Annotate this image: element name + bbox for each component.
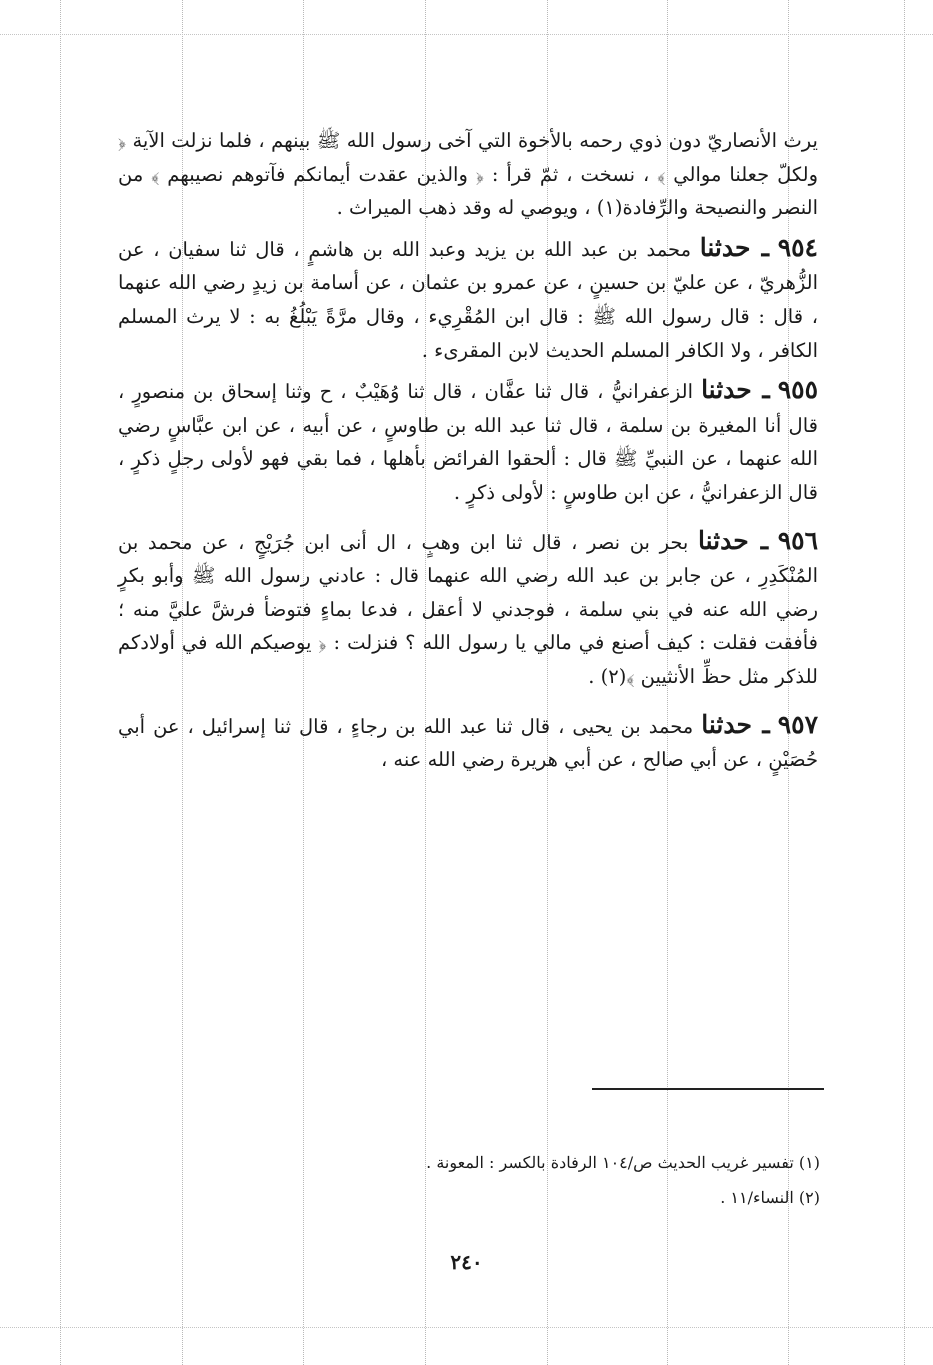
- hadith-text: محمد بن عبد الله بن يزيد وعبد الله بن هاشمٍ ، قال ثنا سفيان ، عن الزُّهريّ ، عن عليّ بن حسينٍ ، عن عمرو بن عثمان ، عن أسامة بن زيدٍ رضي الله عنهما ، قال : قال رسول الله ﷺ : قال ابن المُقْرِيء ، وقال مرَّةً يَبْلُغُ به : لا يرث المسلم الكافر ، ولا الكافر المسلم الحديث لابن المقرىء .: [118, 237, 818, 362]
- scan-dotline: [60, 0, 61, 1365]
- footnote-text: النساء/١١ .: [720, 1188, 794, 1207]
- footnote-separator: [592, 1088, 824, 1090]
- hadith-text: الزعفرانيُّ ، قال ثنا عفَّان ، قال ثنا وُهَيْبٌ ، ح وثنا إسحاق بن منصورٍ ، قال أنا المغيرة بن سلمة ، قال ثنا عبد الله بن طاوسٍ ، عن أبيه ، عن ابن عبَّاسٍ رضي الله عنهما ، عن النبيِّ ﷺ قال : ألحقوا الفرائض بأهلها ، فما بقي فهو لأولى رجلٍ ذكرٍ ، قال الزعفرانيُّ ، عن ابن طاوسٍ : لأولى ذكرٍ .: [118, 380, 818, 504]
- hadith-number: ٩٥٦: [777, 525, 819, 555]
- hadith-label: ـ حدثنا: [697, 525, 769, 555]
- hadith-956: [118, 524, 818, 694]
- footnotes: [300, 1145, 820, 1215]
- footnote-mark: (١): [798, 1153, 820, 1172]
- hadith-text: بحر بن نصر ، قال ثنا ابن وهبٍ ، ال أنى ابن جُرَيْجٍ ، عن محمد بن المُنْكَدِرِ ، عن جابر بن عبد الله رضي الله عنهما قال : عادني رسول الله ﷺ وأبو بكرٍ رضي الله عنه في بني سلمة ، فوجدني لا أعقل ، فدعا بماءٍ فتوضأ فرشَّ عليَّ منه ؛ فأفقت فقلت : كيف أصنع في مالي يا رسول الله ؟ فنزلت : ﴿ يوصيكم الله في أولادكم للذكر مثل حظِّ الأنثيين ﴾(٢) .: [118, 530, 818, 688]
- hadith-label: ـ حدثنا: [701, 375, 770, 405]
- hadith-label: ـ حدثنا: [699, 232, 769, 262]
- page-number: ٢٤٠: [450, 1250, 483, 1274]
- main-text: [118, 124, 818, 783]
- hadith-number: ٩٥٧: [777, 709, 819, 739]
- intro-paragraph: يرث الأنصاريّ دون ذوي رحمه بالأخوة التي آخى رسول الله ﷺ بينهم ، فلما نزلت الآية ﴿ ولكلّ جعلنا موالي ﴾ ، نسخت ، ثمّ قرأ : ﴿ والذين عقدت أيمانكم فآتوهم نصيبهم ﴾ من النصر والنصيحة والرِّفادة(١) ، ويوصي له وقد ذهب الميراث .: [118, 129, 818, 220]
- scan-dotline: [0, 34, 933, 35]
- hadith-number: ٩٥٤: [777, 232, 818, 262]
- scan-dotline: [0, 1327, 933, 1328]
- hadith-954: [118, 231, 818, 367]
- hadith-number: ٩٥٥: [777, 375, 819, 405]
- hadith-text: محمد بن يحيى ، قال ثنا عبد الله بن رجاءٍ ، قال ثنا إسرائيل ، عن أبي حُصَيْنٍ ، عن أبي صالح ، عن أبي هريرة رضي الله عنه ،: [118, 714, 818, 772]
- footnote-2: [300, 1180, 820, 1215]
- hadith-label: ـ حدثنا: [701, 709, 770, 739]
- hadith-955: [118, 373, 818, 509]
- footnote-text: تفسير غريب الحديث ص/١٠٤ الرفادة بالكسر : المعونة .: [426, 1153, 794, 1172]
- footnote-mark: (٢): [798, 1188, 820, 1207]
- hadith-957: [118, 708, 818, 777]
- footnote-1: [300, 1145, 820, 1180]
- scan-dotline: [904, 0, 905, 1365]
